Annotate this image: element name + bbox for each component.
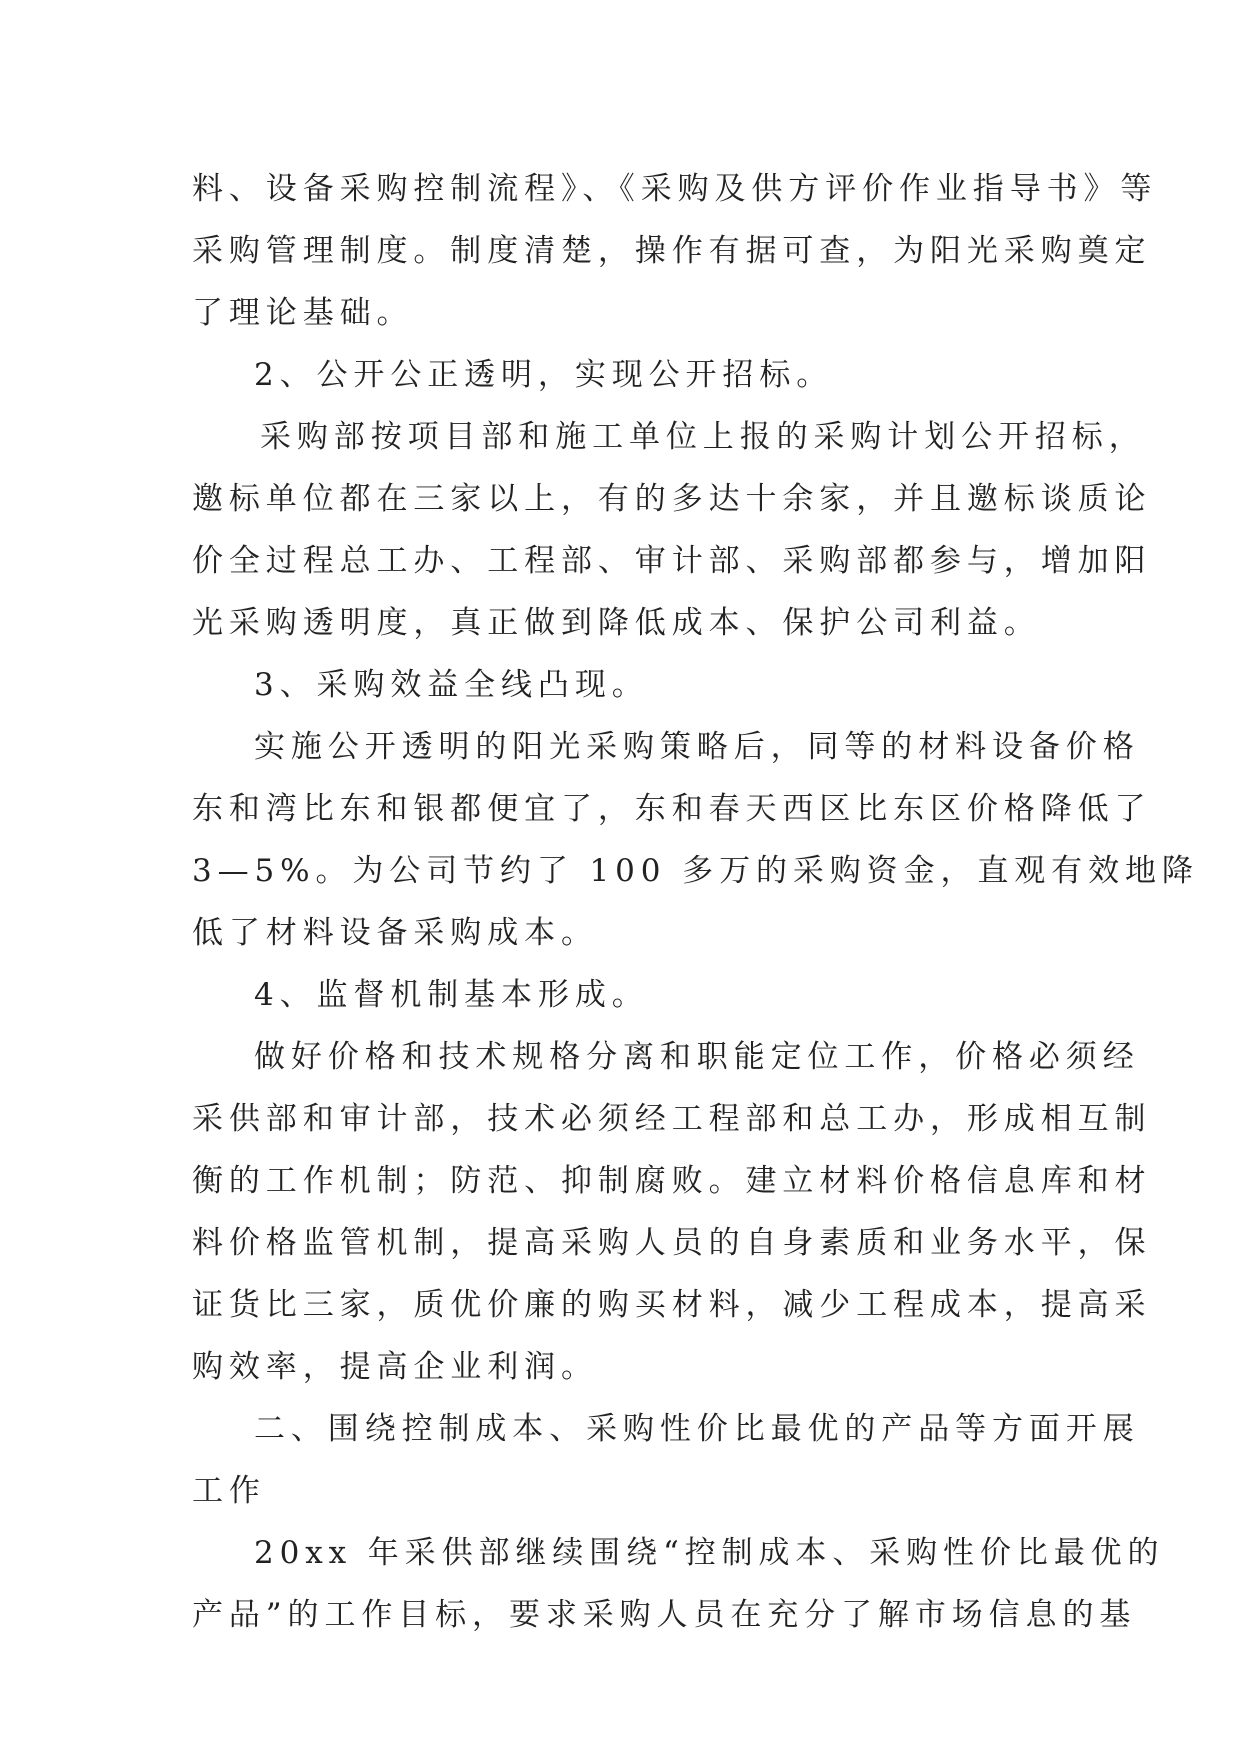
text-line: 衡的工作机制；防范、抑制腐败。建立材料价格信息库和材 — [192, 1163, 1152, 1199]
paragraph — [192, 344, 1072, 406]
text-line: 2、公开公正透明，实现公开招标。 — [254, 357, 834, 393]
paragraph — [192, 654, 1072, 716]
paragraph — [192, 964, 1072, 1026]
text-line: 购效率，提高企业利润。 — [192, 1349, 598, 1385]
paragraph — [192, 1398, 1140, 1522]
text-line: 低了材料设备采购成本。 — [192, 915, 598, 951]
text-line: 证货比三家，质优价廉的购买材料，减少工程成本，提高采 — [192, 1287, 1152, 1323]
text-line: 工作 — [192, 1473, 266, 1509]
text-line: 二、围绕控制成本、采购性价比最优的产品等方面开展 — [254, 1411, 1140, 1447]
text-line: 采购部按项目部和施工单位上报的采购计划公开招标， — [260, 419, 1146, 455]
text-line: 光采购透明度，真正做到降低成本、保护公司利益。 — [192, 605, 1041, 641]
text-line: 了理论基础。 — [192, 295, 414, 331]
text-line: 产品”的工作目标，要求采购人员在充分了解市场信息的基 — [192, 1597, 1137, 1633]
text-line: 价全过程总工办、工程部、审计部、采购部都参与，增加阳 — [192, 543, 1152, 579]
text-line: 实施公开透明的阳光采购策略后，同等的材料设备价格 — [254, 729, 1140, 765]
text-line: 3、采购效益全线凸现。 — [254, 667, 649, 703]
text-line: 采购管理制度。制度清楚，操作有据可查，为阳光采购奠定 — [192, 233, 1152, 269]
text-line: 20xx 年采供部继续围绕“控制成本、采购性价比最优的 — [254, 1535, 1165, 1571]
text-line: 东和湾比东和银都便宜了，东和春天西区比东区价格降低了 — [192, 791, 1152, 827]
text-line: 邀标单位都在三家以上，有的多达十余家，并且邀标谈质论 — [192, 481, 1152, 517]
text-line: 采供部和审计部，技术必须经工程部和总工办，形成相互制 — [192, 1101, 1152, 1137]
paragraph — [192, 406, 1152, 654]
text-line: 料、设备采购控制流程》、《采购及供方评价作业指导书》等 — [192, 171, 1158, 207]
paragraph — [192, 1522, 1165, 1646]
text-line: 3—5%。为公司节约了 100 多万的采购资金，直观有效地降 — [192, 853, 1199, 889]
paragraph — [192, 1026, 1152, 1398]
paragraph — [192, 716, 1199, 964]
text-line: 料价格监管机制，提高采购人员的自身素质和业务水平，保 — [192, 1225, 1152, 1261]
text-line: 4、监督机制基本形成。 — [254, 977, 649, 1013]
text-line: 做好价格和技术规格分离和职能定位工作，价格必须经 — [254, 1039, 1140, 1075]
document-body — [192, 158, 1199, 1646]
paragraph — [192, 158, 1158, 344]
